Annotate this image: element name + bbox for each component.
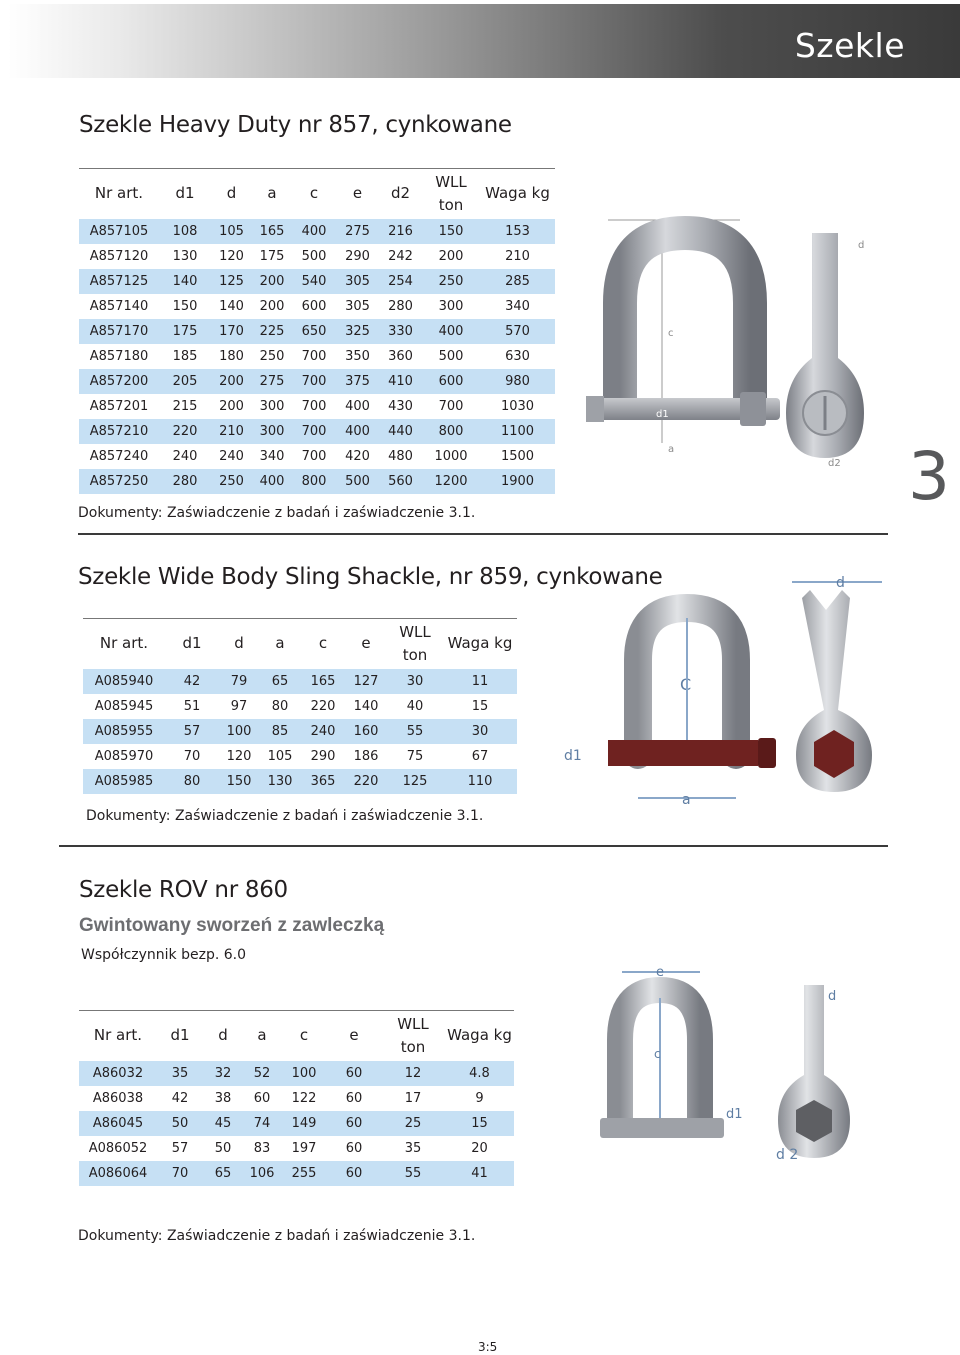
table-cell: 150 [172, 298, 198, 314]
dim-label-d1: d1 [656, 409, 669, 420]
table-cell: 540 [292, 269, 336, 294]
table-cell: 100 [219, 719, 259, 744]
table-cell: 340 [259, 448, 285, 464]
table-cell: 330 [379, 319, 422, 344]
table-cell: 65 [203, 1161, 243, 1186]
table-cell: 125 [211, 269, 252, 294]
table-cell: 185 [172, 348, 198, 364]
table-cell: 400 [422, 319, 480, 344]
column-header: e [327, 1011, 381, 1061]
table-cell: 51 [183, 698, 201, 714]
table-cell: 20 [471, 1140, 488, 1156]
table-cell: 197 [291, 1140, 317, 1156]
table-cell: 400 [336, 419, 379, 444]
table-cell: 38 [214, 1090, 232, 1106]
dim-label-d1: d1 [726, 1107, 743, 1122]
table-cell: 240 [172, 448, 198, 464]
table-cell: 630 [505, 348, 530, 364]
table-cell: 350 [345, 348, 370, 364]
table-cell: 55 [381, 1161, 445, 1186]
table-cell: 700 [301, 448, 327, 464]
table-cell: A857140 [89, 298, 149, 314]
table-cell: 560 [379, 469, 422, 494]
column-header: c [292, 169, 336, 219]
column-header: a [243, 1011, 281, 1061]
table-cell: 60 [345, 1140, 363, 1156]
dim-label-a: a [682, 792, 691, 808]
table-cell: 130 [259, 769, 301, 794]
column-header: Nr art. [83, 619, 165, 669]
table-cell: 75 [406, 748, 424, 764]
table-cell: 1030 [500, 398, 535, 414]
table-cell: 125 [387, 769, 443, 794]
table-cell: A86045 [79, 1111, 157, 1136]
table-cell: 255 [281, 1161, 327, 1186]
table-cell: 300 [252, 419, 292, 444]
table-cell: 800 [422, 419, 480, 444]
table-cell: 210 [211, 419, 252, 444]
table-row [83, 669, 517, 694]
shackle-857-diagram [580, 208, 880, 518]
table-cell: 11 [443, 669, 517, 694]
documents-note-857: Dokumenty: Zaświadczenie z badań i zaświadczenie 3.1. [78, 505, 476, 521]
spec-table-860 [79, 1010, 514, 1186]
table-cell: 153 [480, 219, 555, 244]
table-cell: 240 [301, 719, 345, 744]
table-cell: 15 [445, 1111, 514, 1136]
dim-label-d1: d1 [564, 748, 582, 764]
table-cell: 200 [219, 398, 244, 414]
table-cell: 100 [281, 1061, 327, 1086]
table-cell: 140 [219, 298, 244, 314]
table-cell: 52 [243, 1061, 281, 1086]
section-divider-2 [59, 845, 888, 847]
table-cell: 120 [226, 748, 252, 764]
table-row [79, 344, 555, 369]
table-cell: A857201 [89, 398, 149, 414]
table-cell: 980 [480, 369, 555, 394]
table-cell: 50 [214, 1140, 232, 1156]
table-cell: 500 [438, 348, 464, 364]
dim-label-d2: d 2 [776, 1147, 799, 1163]
table-cell: 130 [172, 248, 198, 264]
column-header: d1 [159, 169, 211, 219]
table-cell: 430 [388, 398, 413, 414]
table-row [79, 444, 555, 469]
table-cell: 1200 [422, 469, 480, 494]
table-cell: 60 [327, 1161, 381, 1186]
table-cell: 275 [252, 369, 292, 394]
table-cell: 150 [422, 219, 480, 244]
table-cell: 280 [159, 469, 211, 494]
column-header: d [211, 169, 252, 219]
table-cell: 200 [252, 269, 292, 294]
table-cell: 700 [292, 369, 336, 394]
table-cell: 275 [336, 219, 379, 244]
header-banner [8, 4, 960, 78]
table-cell: 500 [301, 248, 327, 264]
table-cell: 30 [387, 669, 443, 694]
table-cell: 215 [172, 398, 198, 414]
column-header: d1 [157, 1011, 203, 1061]
table-cell: 15 [471, 698, 489, 714]
table-cell: 500 [336, 469, 379, 494]
table-cell: 420 [345, 448, 370, 464]
table-cell: 165 [301, 669, 345, 694]
table-cell: 35 [404, 1140, 422, 1156]
table-cell: 242 [388, 248, 413, 264]
section-title-859: Szekle Wide Body Sling Shackle, nr 859, cynkowane [78, 564, 663, 590]
table-cell: 57 [171, 1140, 189, 1156]
column-header: e [345, 619, 387, 669]
table-cell: 400 [345, 398, 370, 414]
table-cell: 290 [310, 748, 336, 764]
table-cell: 700 [301, 398, 327, 414]
table-cell: 340 [505, 298, 530, 314]
table-cell: 400 [292, 219, 336, 244]
table-cell: 120 [219, 248, 244, 264]
column-header: e [336, 169, 379, 219]
table-cell: 79 [219, 669, 259, 694]
table-cell: 700 [301, 348, 327, 364]
table-cell: 165 [252, 219, 292, 244]
table-cell: 290 [345, 248, 370, 264]
dim-label-d: d [836, 575, 845, 591]
column-header: a [259, 619, 301, 669]
table-row [83, 744, 517, 769]
table-cell: 57 [165, 719, 219, 744]
table-cell: 35 [157, 1061, 203, 1086]
table-cell: 220 [159, 419, 211, 444]
table-cell: 1500 [500, 448, 535, 464]
table-cell: 9 [475, 1090, 484, 1106]
table-cell: 45 [203, 1111, 243, 1136]
table-cell: A857180 [89, 348, 149, 364]
table-cell: 106 [243, 1161, 281, 1186]
column-header: WLL ton [422, 169, 480, 219]
table-cell: 60 [253, 1090, 271, 1106]
dim-label-d2: d2 [828, 458, 841, 469]
table-cell: 50 [157, 1111, 203, 1136]
column-header: c [281, 1011, 327, 1061]
table-cell: 280 [388, 298, 413, 314]
column-header: Waga kg [445, 1011, 514, 1061]
table-header-row [83, 619, 517, 669]
table-cell: 70 [157, 1161, 203, 1186]
table-cell: A085940 [83, 669, 165, 694]
table-cell: 305 [336, 269, 379, 294]
table-cell: 200 [438, 248, 464, 264]
table-cell: 250 [211, 469, 252, 494]
table-cell: 220 [310, 698, 336, 714]
table-cell: 149 [281, 1111, 327, 1136]
table-row [79, 369, 555, 394]
dim-label-c: c [654, 1047, 661, 1061]
table-cell: 200 [259, 298, 285, 314]
table-cell: 60 [327, 1111, 381, 1136]
table-cell: 17 [404, 1090, 422, 1106]
shackle-859-diagram [560, 570, 890, 810]
table-cell: 40 [406, 698, 424, 714]
table-cell: 410 [379, 369, 422, 394]
table-cell: 65 [259, 669, 301, 694]
table-cell: 140 [159, 269, 211, 294]
dim-label-d: d [858, 240, 865, 251]
table-cell: 12 [381, 1061, 445, 1086]
table-row [83, 694, 517, 719]
section-subtitle-860: Gwintowany sworzeń z zawleczką [79, 915, 385, 936]
table-cell: 365 [301, 769, 345, 794]
table-row [79, 469, 555, 494]
column-header: d [203, 1011, 243, 1061]
table-cell: 240 [219, 448, 244, 464]
table-cell: 360 [388, 348, 413, 364]
table-cell: 108 [159, 219, 211, 244]
page-header-title: Szekle [794, 26, 905, 65]
table-cell: 32 [203, 1061, 243, 1086]
table-cell: A857240 [89, 448, 149, 464]
section-divider-1 [78, 533, 888, 535]
table-cell: 180 [219, 348, 244, 364]
table-cell: 440 [379, 419, 422, 444]
table-header-row [79, 169, 555, 219]
table-cell: A857210 [79, 419, 159, 444]
table-cell: 160 [345, 719, 387, 744]
documents-note-859: Dokumenty: Zaświadczenie z badań i zaświadczenie 3.1. [86, 808, 484, 824]
table-cell: 220 [345, 769, 387, 794]
section-title-857: Szekle Heavy Duty nr 857, cynkowane [79, 112, 512, 138]
table-row [79, 1061, 514, 1086]
table-row [79, 394, 555, 419]
shackle-860-diagram [560, 960, 890, 1170]
table-row [79, 1161, 514, 1186]
spec-table-859 [83, 618, 517, 794]
table-cell: A857200 [79, 369, 159, 394]
column-header: WLL ton [381, 1011, 445, 1061]
table-cell: 30 [443, 719, 517, 744]
table-cell: 74 [243, 1111, 281, 1136]
column-header: d1 [165, 619, 219, 669]
table-cell: 105 [211, 219, 252, 244]
table-cell: 225 [252, 319, 292, 344]
table-cell: 67 [471, 748, 489, 764]
table-cell: 700 [292, 419, 336, 444]
table-cell: 205 [159, 369, 211, 394]
table-cell: 80 [165, 769, 219, 794]
table-cell: 150 [219, 769, 259, 794]
table-cell: A857120 [89, 248, 149, 264]
table-row [79, 319, 555, 344]
table-cell: 200 [211, 369, 252, 394]
table-cell: 250 [259, 348, 285, 364]
table-cell: 85 [259, 719, 301, 744]
table-cell: 70 [183, 748, 201, 764]
column-header: c [301, 619, 345, 669]
table-cell: 570 [480, 319, 555, 344]
table-cell: 375 [336, 369, 379, 394]
dim-label-c: c [668, 328, 674, 339]
dim-label-c: C [680, 675, 692, 694]
table-cell: A86032 [79, 1061, 157, 1086]
table-cell: 400 [252, 469, 292, 494]
table-cell: 41 [445, 1161, 514, 1186]
table-cell: 300 [438, 298, 464, 314]
table-cell: 216 [379, 219, 422, 244]
table-cell: 60 [345, 1090, 363, 1106]
column-header: a [252, 169, 292, 219]
column-header: d2 [379, 169, 422, 219]
table-cell: 700 [438, 398, 464, 414]
table-cell: 127 [345, 669, 387, 694]
table-cell: 285 [480, 269, 555, 294]
table-row [79, 219, 555, 244]
table-cell: 600 [422, 369, 480, 394]
table-cell: 170 [211, 319, 252, 344]
table-cell: 210 [505, 248, 530, 264]
table-cell: A085970 [94, 748, 154, 764]
table-cell: 55 [387, 719, 443, 744]
section-title-860: Szekle ROV nr 860 [79, 877, 288, 903]
table-cell: 140 [353, 698, 379, 714]
table-header-row [79, 1011, 514, 1061]
table-row [83, 719, 517, 744]
table-cell: 1900 [480, 469, 555, 494]
table-cell: A857125 [79, 269, 159, 294]
column-header: d [219, 619, 259, 669]
table-row [79, 1086, 514, 1111]
table-cell: A085955 [83, 719, 165, 744]
page-number: 3:5 [478, 1340, 498, 1354]
table-cell: 1100 [480, 419, 555, 444]
table-cell: 250 [422, 269, 480, 294]
table-cell: 600 [301, 298, 327, 314]
table-cell: 800 [292, 469, 336, 494]
table-cell: 25 [381, 1111, 445, 1136]
table-cell: 1000 [434, 448, 468, 464]
table-cell: 175 [159, 319, 211, 344]
table-row [83, 769, 517, 794]
chapter-number: 3 [908, 438, 950, 515]
table-cell: 42 [165, 669, 219, 694]
table-cell: 254 [379, 269, 422, 294]
table-cell: A86038 [92, 1090, 144, 1106]
table-cell: 42 [171, 1090, 189, 1106]
documents-note-860: Dokumenty: Zaświadczenie z badań i zaświadczenie 3.1. [78, 1228, 476, 1244]
table-cell: A085985 [83, 769, 165, 794]
table-row [79, 419, 555, 444]
table-cell: A857105 [79, 219, 159, 244]
table-cell: A086064 [79, 1161, 157, 1186]
table-cell: 80 [271, 698, 289, 714]
dim-label-e: e [668, 217, 675, 228]
table-cell: 110 [443, 769, 517, 794]
safety-factor-note: Współczynnik bezp. 6.0 [81, 947, 246, 963]
spec-table-857 [79, 168, 555, 494]
table-cell: 300 [259, 398, 285, 414]
table-cell: 305 [345, 298, 370, 314]
table-row [79, 244, 555, 269]
table-cell: A857250 [79, 469, 159, 494]
dim-label-e: e [656, 965, 664, 980]
column-header: Waga kg [443, 619, 517, 669]
dim-label-d: d [828, 989, 837, 1004]
table-cell: 60 [327, 1061, 381, 1086]
table-cell: A857170 [79, 319, 159, 344]
table-cell: 4.8 [445, 1061, 514, 1086]
table-row [79, 294, 555, 319]
column-header: Nr art. [79, 169, 159, 219]
table-cell: 325 [336, 319, 379, 344]
table-cell: A085945 [94, 698, 154, 714]
table-cell: 83 [253, 1140, 271, 1156]
table-cell: 175 [259, 248, 285, 264]
table-cell: 480 [388, 448, 413, 464]
column-header: Nr art. [79, 1011, 157, 1061]
table-cell: 105 [267, 748, 293, 764]
table-cell: A086052 [88, 1140, 148, 1156]
table-row [79, 1136, 514, 1161]
table-cell: 122 [291, 1090, 317, 1106]
dim-label-a: a [668, 444, 675, 455]
table-cell: 186 [353, 748, 379, 764]
table-row [79, 269, 555, 294]
column-header: WLL ton [387, 619, 443, 669]
column-header: Waga kg [480, 169, 555, 219]
table-cell: 650 [292, 319, 336, 344]
table-row [79, 1111, 514, 1136]
table-cell: 97 [230, 698, 248, 714]
